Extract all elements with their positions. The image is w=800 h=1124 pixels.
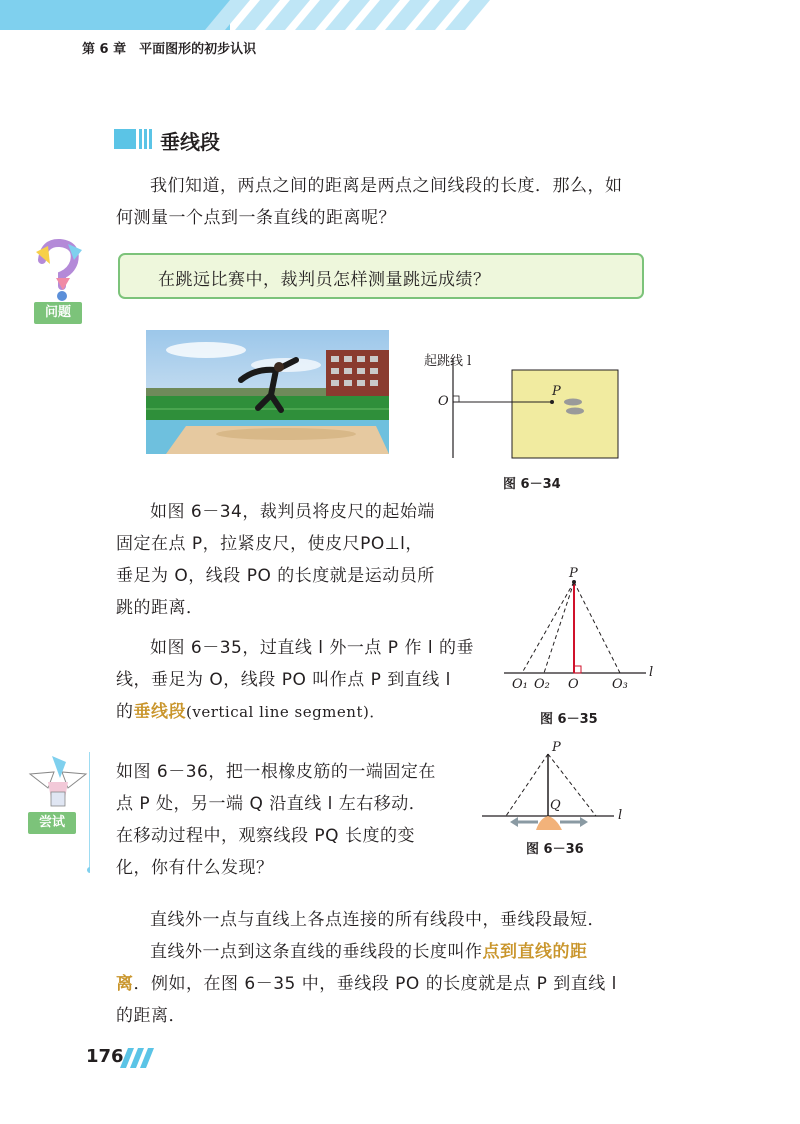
figure-6-35 xyxy=(496,566,660,698)
para1-line-1: 如图 6－34，裁判员将皮尺的起始端 xyxy=(150,502,435,522)
chapter-title: 第 6 章 平面图形的初步认识 xyxy=(82,42,257,57)
question-badge-label: 问题 xyxy=(34,302,82,324)
figure-6-34 xyxy=(420,350,630,460)
fig35-label-P: P xyxy=(569,566,578,581)
fig35-label-l: l xyxy=(649,665,654,680)
question-badge xyxy=(30,238,86,328)
try-line-1: 如图 6－36，把一根橡皮筋的一端固定在 xyxy=(116,762,436,782)
try-line-2: 点 P 处，另一端 Q 沿直线 l 左右移动． xyxy=(116,794,427,814)
term-english: (vertical line segment)． xyxy=(186,703,385,721)
para2-line-2: 线，垂足为 O，线段 PO 叫作点 P 到直线 l xyxy=(116,670,451,690)
intro-line-1: 我们知道，两点之间的距离是两点之间线段的长度．那么，如 xyxy=(150,176,623,196)
section-marker xyxy=(114,129,152,149)
fig34-caption: 图 6－34 xyxy=(503,477,561,492)
question-mark-icon xyxy=(30,238,86,302)
para1-line-2: 固定在点 P，拉紧皮尺，使皮尺PO⊥l， xyxy=(116,534,423,554)
conclusion-line3-rest: ．例如，在图 6－35 中，垂线段 PO 的长度就是点 P 到直线 l xyxy=(133,974,617,994)
long-jump-image xyxy=(146,330,389,454)
try-line-4: 化，你有什么发现？ xyxy=(116,858,274,878)
fig35-label-O2: O₂ xyxy=(534,677,550,692)
fig36-label-l: l xyxy=(618,808,623,823)
figure-6-36 xyxy=(478,740,638,834)
try-line-3: 在移动过程中，观察线段 PQ 长度的变 xyxy=(116,826,415,846)
term-distance-part1: 点到直线的距 xyxy=(482,942,588,962)
para1-line-4: 跳的距离． xyxy=(116,598,204,618)
fig35-label-O: O xyxy=(568,677,579,692)
conclusion-line-3 xyxy=(116,968,617,1000)
section-bar-icon xyxy=(114,129,152,149)
arrow-right-icon xyxy=(560,817,588,827)
conclusion-line-2 xyxy=(150,936,588,968)
para2-line3-prefix: 的 xyxy=(116,702,134,722)
page-number-stripes xyxy=(120,1048,154,1072)
fig35-label-O3: O₃ xyxy=(612,677,628,692)
conclusion-line-4: 的距离． xyxy=(116,1006,186,1026)
figure-6-36-diagram xyxy=(478,744,638,834)
section-title: 垂线段 xyxy=(160,130,220,154)
para2-line-3 xyxy=(116,696,385,728)
fig36-label-P: P xyxy=(552,740,561,755)
footer-stripes-icon xyxy=(120,1048,154,1068)
para1-line-3: 垂足为 O，线段 PO 的长度就是运动员所 xyxy=(116,566,435,586)
try-badge xyxy=(26,752,90,882)
para2-line-1: 如图 6－35，过直线 l 外一点 P 作 l 的垂 xyxy=(150,638,474,658)
fig36-label-Q: Q xyxy=(550,798,561,813)
term-vertical-line-segment: 垂线段 xyxy=(133,702,186,722)
long-jump-photo xyxy=(146,330,389,454)
question-box xyxy=(118,253,644,299)
hand-icon xyxy=(536,816,562,830)
header-band xyxy=(0,0,800,30)
fig35-caption: 图 6－35 xyxy=(540,712,598,727)
fig34-label-P: P xyxy=(552,384,561,399)
page-number: 176 xyxy=(86,1046,124,1067)
fig36-caption: 图 6－36 xyxy=(526,842,584,857)
fig34-line-label: 起跳线 l xyxy=(424,354,472,369)
intro-line-2: 何测量一个点到一条直线的距离呢？ xyxy=(116,208,396,228)
fig35-label-O1: O₁ xyxy=(512,677,528,692)
try-badge-label: 尝试 xyxy=(28,812,76,834)
fig34-label-O: O xyxy=(438,394,449,409)
conclusion-line-1: 直线外一点与直线上各点连接的所有线段中，垂线段最短． xyxy=(150,910,605,930)
question-text: 在跳远比赛中，裁判员怎样测量跳远成绩？ xyxy=(158,270,491,290)
header-stripes xyxy=(0,0,800,30)
conclusion-line2-prefix: 直线外一点到这条直线的垂线段的长度叫作 xyxy=(150,942,483,962)
term-distance-part2: 离 xyxy=(116,974,134,994)
arrow-left-icon xyxy=(510,817,538,827)
